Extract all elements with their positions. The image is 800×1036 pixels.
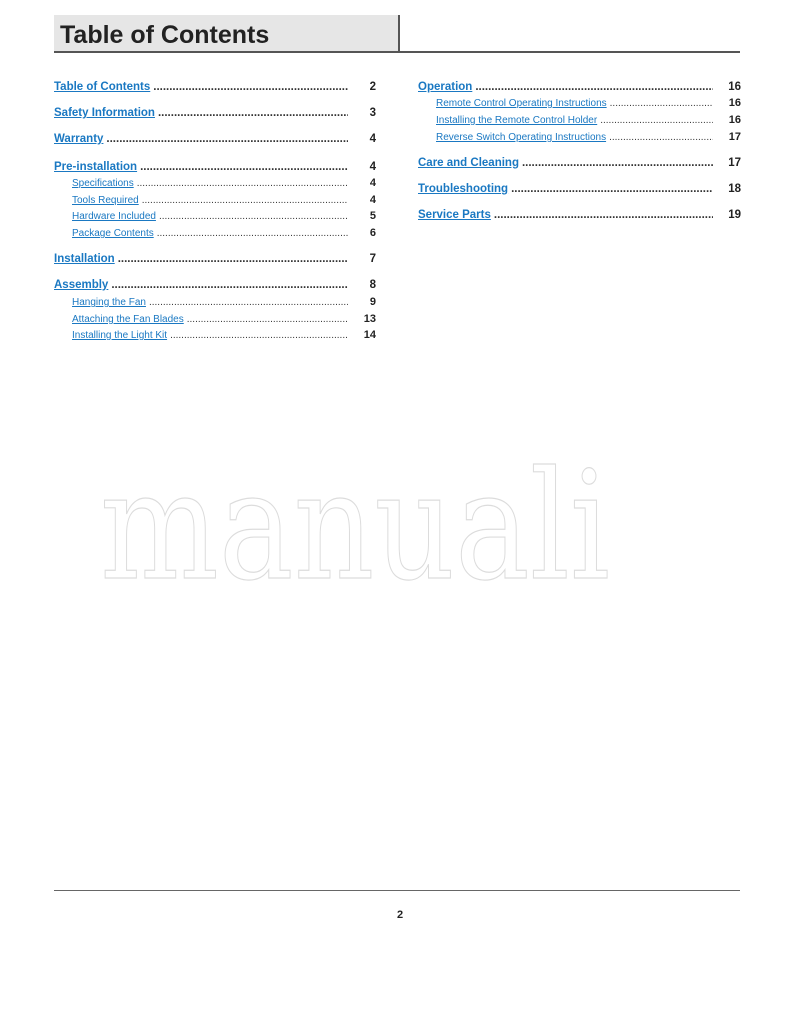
toc-page-number: 14 — [363, 329, 376, 341]
toc-entry-package-contents[interactable] — [72, 227, 376, 241]
toc-entry-troubleshooting[interactable] — [418, 183, 741, 199]
toc-leader-dots — [475, 81, 713, 93]
toc-leader-dots — [609, 132, 713, 143]
toc-entry-installing-the-light-kit[interactable] — [72, 329, 376, 343]
toc-entry-safety-information[interactable] — [54, 107, 376, 123]
toc-entry-attaching-the-fan-blades[interactable] — [72, 313, 376, 327]
toc-entry-link[interactable]: Service Parts — [418, 209, 491, 221]
toc-entry-link[interactable]: Pre-installation — [54, 161, 138, 173]
toc-entry-remote-control-operating-instructions[interactable] — [436, 97, 741, 111]
toc-leader-dots — [600, 115, 713, 126]
toc-leader-dots — [158, 107, 348, 119]
toc-page-number: 9 — [369, 296, 376, 308]
toc-leader-dots — [170, 330, 348, 341]
toc-entry-warranty[interactable] — [54, 133, 376, 149]
toc-leader-dots — [187, 314, 348, 325]
toc-entry-link[interactable]: Hanging the Fan — [72, 297, 146, 308]
footer-page-number: 2 — [396, 909, 404, 921]
page-title: Table of Contents — [60, 21, 270, 49]
toc-entry-link[interactable]: Installing the Remote Control Holder — [436, 115, 598, 126]
toc-page-number: 18 — [728, 183, 741, 195]
toc-entry-pre-installation[interactable] — [54, 161, 376, 177]
toc-page-number: 16 — [728, 97, 741, 109]
toc-leader-dots — [157, 228, 348, 239]
toc-page-number: 17 — [728, 157, 741, 169]
toc-leader-dots — [111, 279, 348, 291]
toc-entry-link[interactable]: Attaching the Fan Blades — [72, 314, 184, 325]
toc-entry-link[interactable]: Reverse Switch Operating Instructions — [436, 132, 607, 143]
toc-page-number: 4 — [369, 161, 376, 173]
toc-entry-specifications[interactable] — [72, 177, 376, 191]
toc-entry-hanging-the-fan[interactable] — [72, 296, 376, 310]
toc-page-number: 17 — [728, 131, 741, 143]
toc-page-number: 8 — [369, 279, 376, 291]
toc-entry-link[interactable]: Hardware Included — [72, 211, 156, 222]
toc-page-number: 19 — [728, 209, 741, 221]
toc-leader-dots — [511, 183, 713, 195]
toc-leader-dots — [149, 297, 348, 308]
toc-page-number: 4 — [369, 133, 376, 145]
toc-entry-link[interactable]: Care and Cleaning — [418, 157, 519, 169]
toc-entry-installing-the-remote-control-holder[interactable] — [436, 114, 741, 128]
toc-page-number: 7 — [369, 253, 376, 265]
toc-entry-service-parts[interactable] — [418, 209, 741, 225]
toc-entry-link[interactable]: Safety Information — [54, 107, 155, 119]
toc-entry-link[interactable]: Operation — [418, 81, 473, 93]
toc-page-number: 4 — [369, 177, 376, 189]
toc-leader-dots — [159, 211, 348, 222]
title-bar — [54, 15, 400, 52]
toc-page-number: 16 — [728, 81, 741, 93]
toc-entry-link[interactable]: Assembly — [54, 279, 109, 291]
toc-leader-dots — [522, 157, 713, 169]
toc-leader-dots — [137, 178, 348, 189]
toc-entry-link[interactable]: Troubleshooting — [418, 183, 509, 195]
watermark — [100, 440, 700, 590]
toc-leader-dots — [106, 133, 348, 145]
toc-page-number: 3 — [369, 107, 376, 119]
toc-entry-link[interactable]: Installing the Light Kit — [72, 330, 168, 341]
toc-leader-dots — [140, 161, 348, 173]
toc-page-number: 2 — [369, 81, 376, 93]
toc-page-number: 4 — [369, 194, 376, 206]
toc-entry-tools-required[interactable] — [72, 194, 376, 208]
toc-entry-assembly[interactable] — [54, 279, 376, 295]
toc-leader-dots — [494, 209, 713, 221]
toc-entry-reverse-switch-operating-instructions[interactable] — [436, 131, 741, 145]
toc-entry-table-of-contents[interactable] — [54, 81, 376, 97]
toc-page-number: 16 — [728, 114, 741, 126]
toc-entry-hardware-included[interactable] — [72, 210, 376, 224]
toc-entry-link[interactable]: Table of Contents — [54, 81, 151, 93]
toc-entry-operation[interactable] — [418, 81, 741, 97]
toc-entry-link[interactable]: Installation — [54, 253, 115, 265]
footer-divider — [54, 890, 740, 891]
toc-entry-link[interactable]: Tools Required — [72, 195, 139, 206]
title-divider — [54, 51, 740, 53]
toc-leader-dots — [118, 253, 348, 265]
toc-page-number: 5 — [369, 210, 376, 222]
toc-page-number: 13 — [363, 313, 376, 325]
watermark-text: manuali — [100, 440, 610, 590]
toc-entry-link[interactable]: Remote Control Operating Instructions — [436, 98, 607, 109]
toc-page-number: 6 — [369, 227, 376, 239]
toc-entry-link[interactable]: Specifications — [72, 178, 134, 189]
toc-leader-dots — [153, 81, 348, 93]
toc-leader-dots — [610, 98, 713, 109]
toc-entry-link[interactable]: Package Contents — [72, 228, 154, 239]
toc-leader-dots — [142, 195, 348, 206]
toc-entry-link[interactable]: Warranty — [54, 133, 104, 145]
toc-entry-care-and-cleaning[interactable] — [418, 157, 741, 173]
toc-entry-installation[interactable] — [54, 253, 376, 269]
